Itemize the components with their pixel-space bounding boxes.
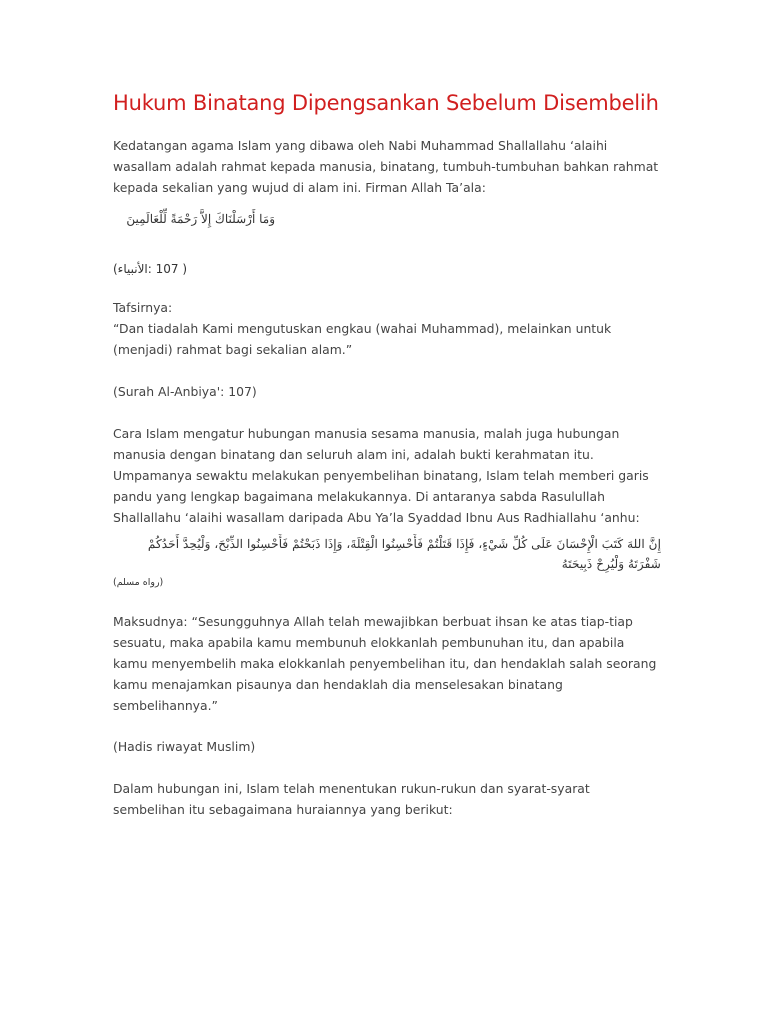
verse-reference: (Surah Al-Anbiya': 107) <box>113 384 257 399</box>
tafsir-label: Tafsirnya: <box>113 300 173 315</box>
document-page <box>113 88 661 820</box>
body-paragraph-2: Cara Islam mengatur hubungan manusia sesama manusia, malah juga hubungan manusia dengan binatang dan seluruh alam ini, adalah bukti kerahmatan itu. Umpamanya sewaktu melakukan penyembelihan binatang, Islam telah memberi garis pandu yang lengkap bagaimana melakukannya. Di antaranya sabda Rasulullah Shallallahu ‘alaihi wasallam daripada Abu Ya’la Syaddad Ibnu Aus Radhiallahu ‘anhu: <box>113 426 649 525</box>
body-paragraph-3: Dalam hubungan ini, Islam telah menentukan rukun-rukun dan syarat-syarat sembelihan itu sebagaimana huraiannya yang berikut: <box>113 781 590 817</box>
maksud-paragraph: Maksudnya: “Sesungguhnya Allah telah mewajibkan berbuat ihsan ke atas tiap-tiap sesuatu, maka apabila kamu membunuh elokkanlah pembunuhan itu, dan apabila kamu menyembelih maka elokkanlah penyembelihan itu, dan hendaklah salah seorang kamu menajamkan pisaunya dan hendaklah dia menselesakan binatang sembelihannya.” <box>113 614 657 713</box>
hadith-reference: (Hadis riwayat Muslim) <box>113 739 256 754</box>
hadith-source-arabic: (رواه مسلم) <box>113 577 164 588</box>
intro-paragraph: Kedatangan agama Islam yang dibawa oleh Nabi Muhammad Shallallahu ‘alaihi wasallam adalah rahmat kepada manusia, binatang, tumbuh-tumbuhan bahkan rahmat kepada sekalian yang wujud di alam ini. Firman Allah Ta’ala: <box>113 138 659 195</box>
tafsir-text: “Dan tiadalah Kami mengutuskan engkau (wahai Muhammad), melainkan untuk (menjadi) rahmat bagi sekalian alam.” <box>113 321 612 357</box>
verse-reference-arabic: ( 107 :الأنبياء) <box>113 262 188 276</box>
page-title: Hukum Binatang Dipengsankan Sebelum Disembelih <box>113 91 659 115</box>
quran-verse-arabic: وَمَا أَرْسَلْنَاكَ إِلاَّ رَحْمَةً لِّلْعَالَمِينَ <box>126 212 275 226</box>
hadith-arabic: إِنَّ اللهَ كَتَبَ الْإِحْسَانَ عَلَى كُلِّ شَيْءٍ، فَإِذَا قَتَلْتُمْ فَأَحْسِنُوا الْقِتْلَةَ، وَإِذَا ذَبَحْتُمْ فَأَحْسِنُوا الذِّبْحَ، وَلْيُحِدَّ أَحَدُكُمْ شَفْرَتَهُ وَلْيُرِحْ ذَبِيحَتَهُ <box>147 537 661 571</box>
